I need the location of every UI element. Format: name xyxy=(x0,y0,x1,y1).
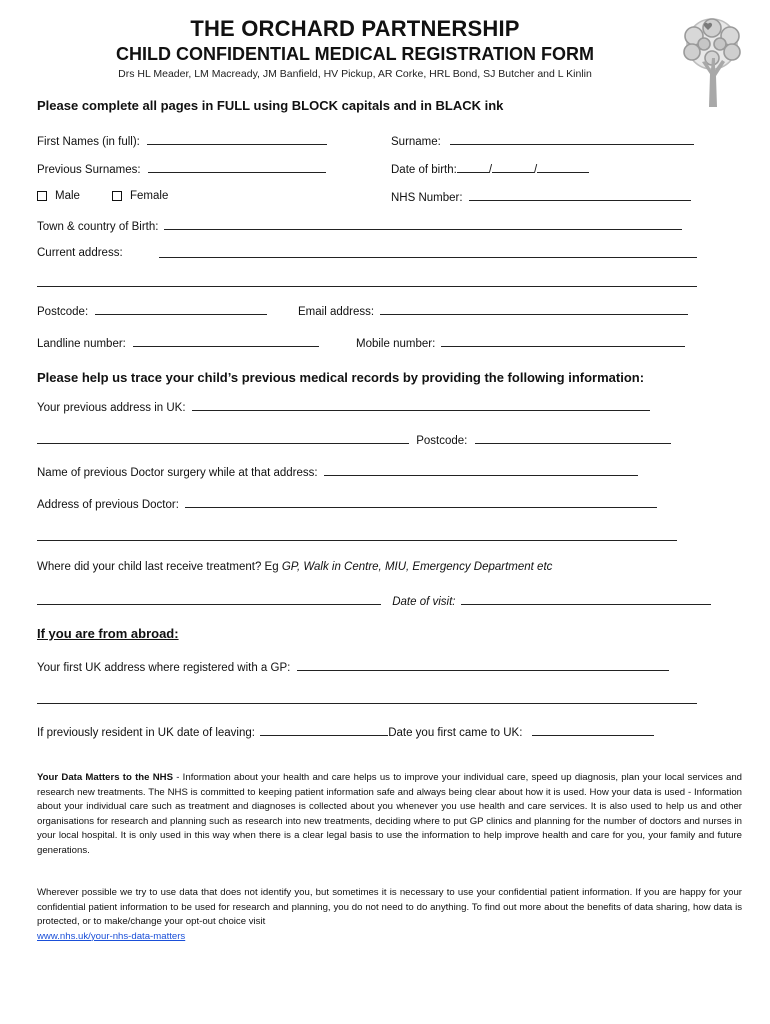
town-country-label: Town & country of Birth: xyxy=(37,221,159,233)
prev-postcode-label: Postcode: xyxy=(416,435,468,447)
male-label: Male xyxy=(55,190,80,202)
mobile-label: Mobile number: xyxy=(356,338,436,350)
data-matters-heading: Your Data Matters to the NHS xyxy=(37,772,173,783)
last-treatment-field[interactable] xyxy=(37,594,381,605)
landline-label: Landline number: xyxy=(37,338,126,350)
form-title: THE ORCHARD PARTNERSHIP xyxy=(190,16,520,41)
doctors-list: Drs HL Meader, LM Macready, JM Banfield, HV Pickup, AR Corke, HRL Bond, SJ Butcher and L Kinlin xyxy=(118,68,592,80)
trace-heading: Please help us trace your child’s previous medical records by providing the following information: xyxy=(37,370,645,385)
previous-surnames-field[interactable] xyxy=(148,162,326,173)
prev-doctor-address-field[interactable] xyxy=(185,497,657,508)
previous-surnames-label: Previous Surnames: xyxy=(37,164,141,176)
postcode-field[interactable] xyxy=(95,304,267,315)
date-of-visit-label: Date of visit: xyxy=(392,596,456,608)
surname-field[interactable] xyxy=(450,134,694,145)
last-treatment-label: Where did your child last receive treatment? Eg xyxy=(37,561,279,573)
dob-year-field[interactable] xyxy=(537,162,589,173)
female-checkbox[interactable] xyxy=(112,191,122,201)
tree-logo-icon xyxy=(672,14,752,110)
data-usage-paragraph xyxy=(37,886,742,944)
nhs-number-label: NHS Number: xyxy=(391,192,463,204)
female-label: Female xyxy=(130,190,169,202)
nhs-number-field[interactable] xyxy=(469,190,691,201)
dob-day-field[interactable] xyxy=(457,162,489,173)
dob-month-field[interactable] xyxy=(492,162,534,173)
data-matters-paragraph xyxy=(37,771,742,859)
current-address-field-2[interactable] xyxy=(37,276,697,287)
first-uk-address-label: Your first UK address where registered with a GP: xyxy=(37,662,291,674)
date-leaving-field[interactable] xyxy=(260,725,388,736)
prev-address-field[interactable] xyxy=(192,400,650,411)
data-matters-text: - Information about your health and care helps us to improve your individual care, speed up diagnosis, plan your local services and research new treatments. The NHS is committed to keeping patient information safe and always being clear about how it is used. How your data is used - Information about your individual care such as treatment and diagnoses is collected about you whenever you use health and care services. It is also used to help us and other organisations for research and planning such as research into new treatments, deciding where to put GP clinics and planning for the number of doctors and nurses in your local hospital. It is only used in this way when there is a clear legal basis to use the information to help improve health and care for you, your family and future generations. xyxy=(37,772,742,856)
landline-field[interactable] xyxy=(133,336,319,347)
surname-label: Surname: xyxy=(391,136,441,148)
form-subtitle: CHILD CONFIDENTIAL MEDICAL REGISTRATION FORM xyxy=(116,44,594,64)
prev-address-label: Your previous address in UK: xyxy=(37,402,186,414)
prev-doctor-address-label: Address of previous Doctor: xyxy=(37,499,179,511)
nhs-data-link[interactable]: www.nhs.uk/your-nhs-data-matters xyxy=(37,930,186,942)
first-uk-address-field[interactable] xyxy=(297,660,669,671)
date-of-visit-field[interactable] xyxy=(461,594,711,605)
current-address-field-1[interactable] xyxy=(159,247,697,258)
email-field[interactable] xyxy=(380,304,688,315)
instructions: Please complete all pages in FULL using BLOCK capitals and in BLACK ink xyxy=(37,98,504,113)
date-leaving-label: If previously resident in UK date of leaving: xyxy=(37,727,255,739)
postcode-label: Postcode: xyxy=(37,306,89,318)
current-address-label: Current address: xyxy=(37,247,123,259)
first-names-field[interactable] xyxy=(147,134,327,145)
first-names-label: First Names (in full): xyxy=(37,136,140,148)
abroad-heading: If you are from abroad: xyxy=(37,626,179,641)
date-came-field[interactable] xyxy=(532,725,654,736)
dob-label: Date of birth: xyxy=(391,164,457,176)
prev-postcode-field[interactable] xyxy=(475,433,671,444)
mobile-field[interactable] xyxy=(441,336,685,347)
prev-address-field-2[interactable] xyxy=(37,433,409,444)
email-label: Email address: xyxy=(298,306,375,318)
data-usage-text: Wherever possible we try to use data that does not identify you, but sometimes it is necessary to use your confidential patient information. If you are happy for your confidential patient information to be used for research and planning, you do not need to do anything. To find out more about the benefits of data sharing, how data is protected, or to make/change your opt-out choice visit xyxy=(37,887,742,928)
date-came-label: Date you first came to UK: xyxy=(388,727,523,739)
prev-doctor-address-field-2[interactable] xyxy=(37,530,677,541)
male-checkbox[interactable] xyxy=(37,191,47,201)
last-treatment-examples: GP, Walk in Centre, MIU, Emergency Department etc xyxy=(281,561,553,573)
first-uk-address-field-2[interactable] xyxy=(37,693,697,704)
prev-surgery-field[interactable] xyxy=(324,465,638,476)
prev-surgery-label: Name of previous Doctor surgery while at that address: xyxy=(37,467,318,479)
town-country-field[interactable] xyxy=(164,219,682,230)
